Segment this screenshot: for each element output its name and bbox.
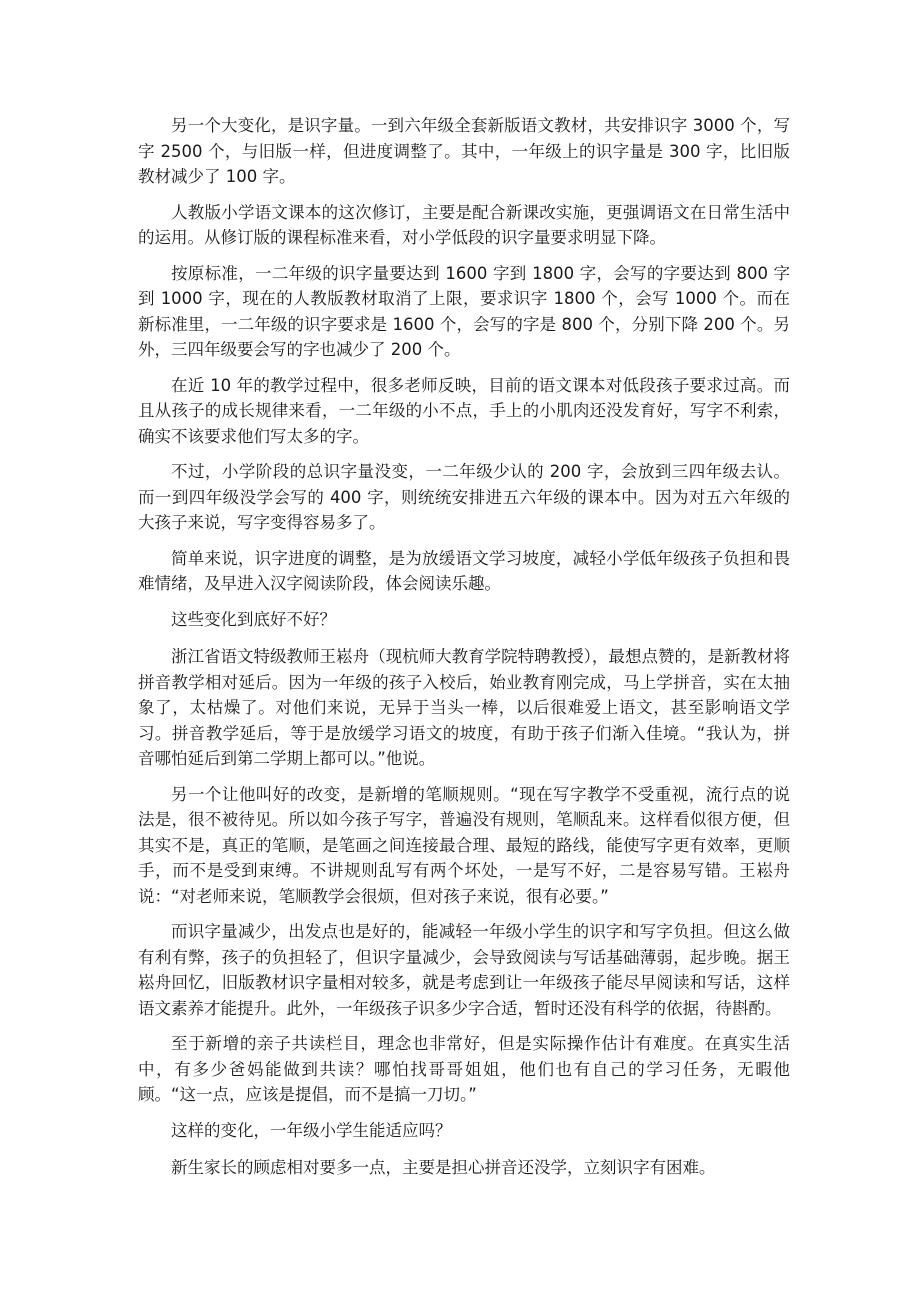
- paragraph-2: 人教版小学语文课本的这次修订，主要是配合新课改实施，更强调语文在日常生活中的运用。从修订版的课程标准来看，对小学低段的识字量要求明显下降。: [138, 202, 790, 247]
- paragraph-9: 而识字量减少，出发点也是好的，能减轻一年级小学生的识字和写字负担。但这么做有利有弊，孩子的负担轻了，但识字量减少，会导致阅读与写话基础薄弱，起步晚。据王崧舟回忆，旧版教材识字量相对较多，就是考虑到让一年级孩子能尽早阅读和写话，这样语文素养才能提升。此外，一年级孩子识多少字合适，暂时还没有科学的依据，待斟酌。: [138, 922, 790, 1018]
- document-body: [138, 113, 790, 1191]
- section-question-1: 这些变化到底好不好？: [171, 609, 336, 629]
- paragraph-10: 至于新增的亲子共读栏目，理念也非常好，但是实际操作估计有难度。在真实生活中，有多少爸妈能做到共读？哪怕找哥哥姐姐，他们也有自己的学习任务，无暇他顾。“这一点，应该是提倡，而不是搞一刀切。”: [138, 1034, 790, 1104]
- paragraph-7: 浙江省语文特级教师王崧舟（现杭师大教育学院特聘教授），最想点赞的，是新教材将拼音教学相对延后。因为一年级的孩子入校后，始业教育刚完成，马上学拼音，实在太抽象了，太枯燥了。对他们来说，无异于当头一棒，以后很难爱上语文，甚至影响语文学习。拼音教学延后，等于是放缓学习语文的坡度，有助于孩子们渐入佳境。“我认为，拼音哪怕延后到第二学期上都可以。”他说。: [138, 647, 790, 768]
- paragraph-11: 新生家长的顾虑相对要多一点，主要是担心拼音还没学，立刻识字有困难。: [171, 1158, 716, 1177]
- paragraph-3: 按原标准，一二年级的识字量要达到 1600 字到 1800 字，会写的字要达到 800 字到 1000 字，现在的人教版教材取消了上限，要求识字 1800 个，会写 1000 个。而在新标准里，一二年级的识字要求是 1600 个，会写的字是 800 个，分别下降 200 个。另外，三四年级要会写的字也减少了 200 个。: [138, 263, 790, 359]
- paragraph-1: 另一个大变化，是识字量。一到六年级全套新版语文教材，共安排识字 3000 个，写字 2500 个，与旧版一样，但进度调整了。其中，一年级上的识字量是 300 字，比旧版教材减少了 100 字。: [138, 116, 790, 186]
- paragraph-5: 不过，小学阶段的总识字量没变，一二年级少认的 200 字，会放到三四年级去认。而一到四年级没学会写的 400 字，则统统安排进五六年级的课本中。因为对五六年级的大孩子来说，写字变得容易多了。: [138, 462, 790, 532]
- section-question-2: 这样的变化，一年级小学生能适应吗？: [171, 1120, 452, 1140]
- paragraph-6: 简单来说，识字进度的调整，是为放缓语文学习坡度，减轻小学低年级孩子负担和畏难情绪，及早进入汉字阅读阶段，体会阅读乐趣。: [138, 548, 790, 593]
- paragraph-8: 另一个让他叫好的改变，是新增的笔顺规则。“现在写字教学不受重视，流行点的说法是，很不被待见。所以如今孩子写字，普遍没有规则，笔顺乱来。这样看似很方便，但其实不是，真正的笔顺，是笔画之间连接最合理、最短的路线，能使写字更有效率，更顺手，而不是受到束缚。不讲规则乱写有两个坏处，一是写不好，二是容易写错。王崧舟说：“对老师来说，笔顺教学会很烦，但对孩子来说，很有必要。”: [138, 784, 790, 906]
- paragraph-4: 在近 10 年的教学过程中，很多老师反映，目前的语文课本对低段孩子要求过高。而且从孩子的成长规律来看，一二年级的小不点，手上的小肌肉还没发育好，写字不利索，确实不该要求他们写太多的字。: [138, 375, 790, 446]
